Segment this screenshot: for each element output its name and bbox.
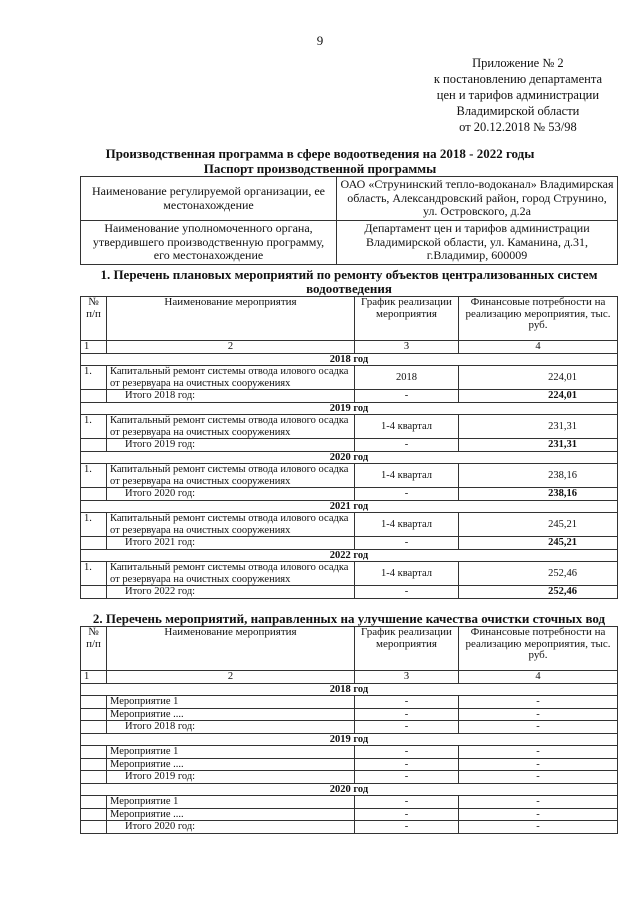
event-name: Капитальный ремонт системы отвода илового осадка от резервуара на очистных сооружениях [107, 464, 355, 488]
event-name: Капитальный ремонт системы отвода илового осадка от резервуара на очистных сооружениях [107, 513, 355, 537]
total-amount: 224,01 [459, 390, 618, 403]
table-row [81, 808, 618, 821]
col-header: График реализации мероприятия [355, 627, 459, 671]
empty-cell [81, 721, 107, 734]
col-number: 4 [459, 341, 618, 354]
total-row [81, 721, 618, 734]
col-number: 1 [81, 671, 107, 684]
event-amount: 252,46 [459, 562, 618, 586]
total-schedule: - [355, 439, 459, 452]
empty-cell [81, 696, 107, 709]
event-schedule: - [355, 696, 459, 709]
col-number: 3 [355, 341, 459, 354]
year-row [81, 783, 618, 796]
table-row [81, 746, 618, 759]
total-amount: - [459, 821, 618, 834]
total-row [81, 537, 618, 550]
year-row [81, 549, 618, 562]
event-schedule: 1-4 квартал [355, 513, 459, 537]
section2-table [80, 626, 618, 834]
year-label: 2020 год [81, 451, 618, 464]
empty-cell [81, 808, 107, 821]
total-schedule: - [355, 771, 459, 784]
row-number: 1. [81, 562, 107, 586]
event-schedule: - [355, 796, 459, 809]
empty-cell [81, 758, 107, 771]
table-row [81, 696, 618, 709]
year-label: 2020 год [81, 783, 618, 796]
year-label: 2018 год [81, 353, 618, 366]
event-schedule: - [355, 746, 459, 759]
passport-value: ОАО «Струнинский тепло-водоканал» Владимирская область, Александровский район, город Струнино, ул. Островского, д.2а [337, 177, 618, 221]
event-schedule: - [355, 708, 459, 721]
event-amount: - [459, 808, 618, 821]
appendix-line: цен и тарифов администрации [436, 88, 600, 102]
total-amount: 231,31 [459, 439, 618, 452]
event-amount: - [459, 696, 618, 709]
col-header: Наименование мероприятия [107, 627, 355, 671]
empty-cell [81, 488, 107, 501]
empty-cell [81, 746, 107, 759]
event-name: Мероприятие 1 [107, 796, 355, 809]
column-number-row [81, 341, 618, 354]
event-schedule: - [355, 758, 459, 771]
page-number: 9 [316, 33, 324, 48]
appendix-block [434, 55, 602, 135]
total-row [81, 586, 618, 599]
event-schedule: 1-4 квартал [355, 464, 459, 488]
event-name: Капитальный ремонт системы отвода илового осадка от резервуара на очистных сооружениях [107, 366, 355, 390]
section1-title: 1. Перечень плановых мероприятий по ремонту объектов централизованных систем водоотведения [100, 267, 598, 296]
event-schedule: 2018 [355, 366, 459, 390]
year-row [81, 353, 618, 366]
year-label: 2021 год [81, 500, 618, 513]
event-name: Мероприятие .... [107, 808, 355, 821]
row-number: 1. [81, 464, 107, 488]
event-name: Мероприятие 1 [107, 696, 355, 709]
total-row [81, 439, 618, 452]
year-label: 2019 год [81, 733, 618, 746]
event-amount: 238,16 [459, 464, 618, 488]
year-row [81, 733, 618, 746]
event-amount: - [459, 796, 618, 809]
total-label: Итого 2018 год: [107, 390, 355, 403]
row-number: 1. [81, 366, 107, 390]
event-name: Капитальный ремонт системы отвода илового осадка от резервуара на очистных сооружениях [107, 562, 355, 586]
total-schedule: - [355, 390, 459, 403]
event-amount: - [459, 746, 618, 759]
empty-cell [81, 796, 107, 809]
total-row [81, 390, 618, 403]
col-number: 2 [107, 671, 355, 684]
appendix-line: Владимирской области [456, 104, 580, 118]
event-amount: - [459, 758, 618, 771]
table-row [81, 513, 618, 537]
event-name: Капитальный ремонт системы отвода илового осадка от резервуара на очистных сооружениях [107, 415, 355, 439]
event-name: Мероприятие .... [107, 758, 355, 771]
year-row [81, 683, 618, 696]
table-row [81, 366, 618, 390]
table-row [81, 415, 618, 439]
total-label: Итого 2021 год: [107, 537, 355, 550]
total-label: Итого 2022 год: [107, 586, 355, 599]
total-label: Итого 2018 год: [107, 721, 355, 734]
table-row [81, 758, 618, 771]
col-header: Финансовые потребности на реализацию мероприятия, тыс. руб. [459, 627, 618, 671]
appendix-line: от 20.12.2018 № 53/98 [459, 120, 577, 134]
row-number: 1. [81, 513, 107, 537]
year-row [81, 402, 618, 415]
passport-table [80, 176, 618, 265]
event-amount: 245,21 [459, 513, 618, 537]
passport-row [81, 177, 618, 221]
col-header: Наименование мероприятия [107, 297, 355, 341]
total-amount: 238,16 [459, 488, 618, 501]
section1-table [80, 296, 618, 599]
event-schedule: - [355, 808, 459, 821]
total-schedule: - [355, 821, 459, 834]
table-row [81, 562, 618, 586]
total-amount: 245,21 [459, 537, 618, 550]
table-header [81, 627, 618, 671]
total-schedule: - [355, 721, 459, 734]
appendix-line: Приложение № 2 [472, 56, 564, 70]
total-amount: - [459, 771, 618, 784]
year-row [81, 500, 618, 513]
passport-label: Наименование уполномоченного органа, утвердившего производственную программу, его местонахождение [81, 221, 337, 265]
col-header: График реализации мероприятия [355, 297, 459, 341]
empty-cell [81, 821, 107, 834]
year-label: 2018 год [81, 683, 618, 696]
total-label: Итого 2019 год: [107, 439, 355, 452]
event-schedule: 1-4 квартал [355, 562, 459, 586]
passport-label: Наименование регулируемой организации, ее местонахождение [81, 177, 337, 221]
table-row [81, 708, 618, 721]
year-row [81, 451, 618, 464]
empty-cell [81, 771, 107, 784]
passport-title: Паспорт производственной программы [203, 161, 437, 176]
empty-cell [81, 439, 107, 452]
col-number: 4 [459, 671, 618, 684]
appendix-line: к постановлению департамента [433, 72, 602, 86]
row-number: 1. [81, 415, 107, 439]
table-header [81, 297, 618, 341]
col-header: Финансовые потребности на реализацию мероприятия, тыс. руб. [459, 297, 618, 341]
col-number: 1 [81, 341, 107, 354]
total-label: Итого 2020 год: [107, 821, 355, 834]
section2-title: 2. Перечень мероприятий, направленных на улучшение качества очистки сточных вод [92, 611, 606, 626]
col-header: № п/п [81, 627, 107, 671]
col-header: № п/п [81, 297, 107, 341]
event-name: Мероприятие 1 [107, 746, 355, 759]
total-schedule: - [355, 488, 459, 501]
total-schedule: - [355, 537, 459, 550]
total-row [81, 821, 618, 834]
col-number: 3 [355, 671, 459, 684]
event-amount: 224,01 [459, 366, 618, 390]
event-amount: 231,31 [459, 415, 618, 439]
empty-cell [81, 708, 107, 721]
document-title [0, 146, 640, 176]
empty-cell [81, 390, 107, 403]
col-number: 2 [107, 341, 355, 354]
total-row [81, 488, 618, 501]
year-label: 2019 год [81, 402, 618, 415]
total-amount: 252,46 [459, 586, 618, 599]
total-amount: - [459, 721, 618, 734]
empty-cell [81, 537, 107, 550]
total-label: Итого 2020 год: [107, 488, 355, 501]
event-name: Мероприятие .... [107, 708, 355, 721]
table-row [81, 796, 618, 809]
total-label: Итого 2019 год: [107, 771, 355, 784]
event-amount: - [459, 708, 618, 721]
event-schedule: 1-4 квартал [355, 415, 459, 439]
passport-value: Департамент цен и тарифов администрации Владимирской области, ул. Каманина, д.31, г.Владимир, 600009 [337, 221, 618, 265]
empty-cell [81, 586, 107, 599]
total-row [81, 771, 618, 784]
total-schedule: - [355, 586, 459, 599]
table-row [81, 464, 618, 488]
year-label: 2022 год [81, 549, 618, 562]
column-number-row [81, 671, 618, 684]
title-line: Производственная программа в сфере водоотведения на 2018 - 2022 годы [105, 146, 535, 161]
passport-row [81, 221, 618, 265]
